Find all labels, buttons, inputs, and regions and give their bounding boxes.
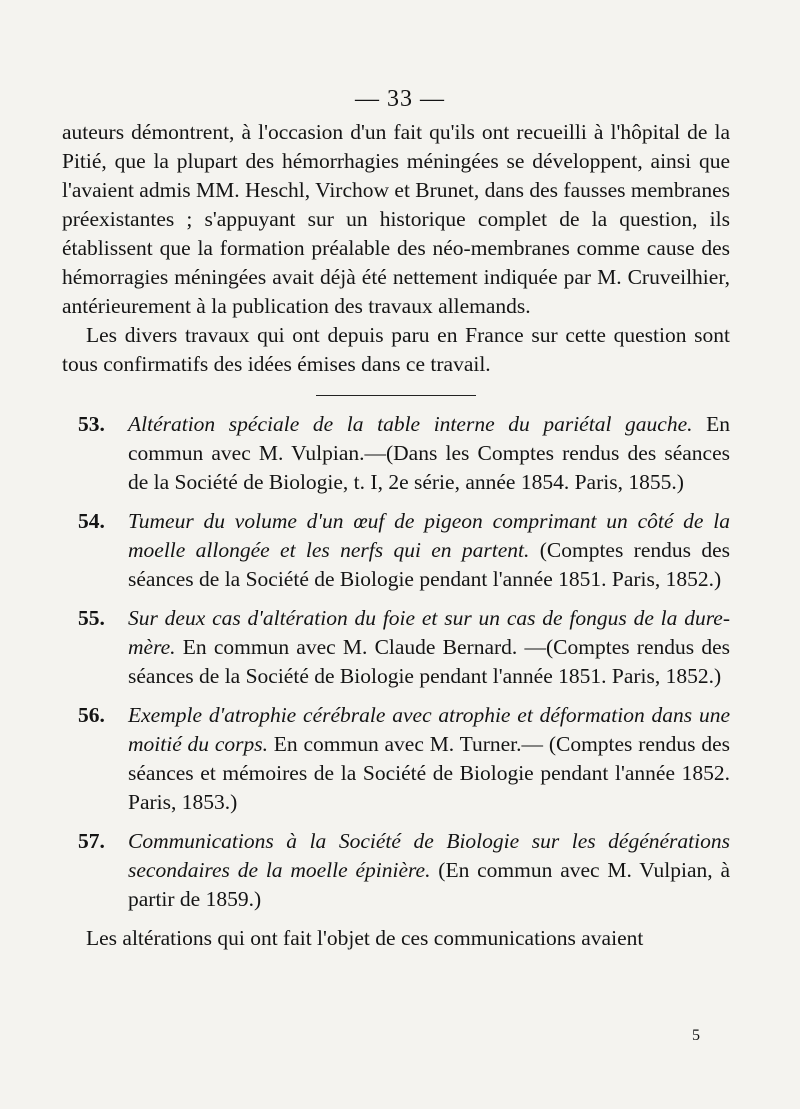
final-paragraph: Les altérations qui ont fait l'objet de ces communications avaient — [86, 926, 644, 950]
bibliography-entry — [62, 507, 730, 594]
entry-title: Exemple d'atrophie cérébrale avec atrophie et déformation dans une moitié du corps. — [128, 703, 730, 756]
entry-title: Communications à la Société de Biologie sur les dégénérations secondaires de la moelle épinière. — [128, 829, 730, 882]
bibliography-entry — [62, 701, 730, 817]
separator-rule — [316, 395, 476, 396]
intro-paragraph: auteurs démontrent, à l'occasion d'un fait qu'ils ont recueilli à l'hôpital de la Pitié, que la plupart des hémorrhagies méningées se développent, ainsi que l'avaient admis MM. Heschl, Virchow et Brunet, dans des fausses membranes préexistantes ; s'appuyant sur un historique complet de la question, ils établissent que la formation préalable des néo-membranes comme cause des hémorragies méningées avait déjà été nettement indiquée par M. Cruveilhier, antérieurement à la publication des travaux allemands. — [62, 120, 730, 318]
entry-details: (En commun avec M. Vulpian, à partir de 1859.) — [128, 858, 730, 911]
entry-details: En commun avec M. Claude Bernard. —(Comptes rendus des séances de la Société de Biologie pendant l'année 1851. Paris, 1852.) — [128, 635, 730, 688]
confirm-paragraph: Les divers travaux qui ont depuis paru en France sur cette question sont tous confirmatifs des idées émises dans ce travail. — [62, 323, 730, 376]
entry-title: Altération spéciale de la table interne du pariétal gauche. — [128, 412, 693, 436]
page-number: — 33 — — [355, 86, 445, 112]
entry-number: 57. — [78, 829, 105, 853]
body-text — [62, 118, 730, 953]
entry-number: 56. — [78, 703, 105, 727]
signature-mark: 5 — [692, 1027, 700, 1044]
entry-number: 53. — [78, 412, 105, 436]
entry-title: Sur deux cas d'altération du foie et sur un cas de fongus de la dure-mère. — [128, 606, 730, 659]
bibliography-entry — [62, 410, 730, 497]
bibliography-entry — [62, 827, 730, 914]
entry-details: En commun avec M. Vulpian.—(Dans les Comptes rendus des séances de la Société de Biologie, t. I, 2e série, année 1854. Paris, 1855.) — [128, 412, 730, 494]
bibliography-entry — [62, 604, 730, 691]
entry-number: 55. — [78, 606, 105, 630]
entry-details: (Comptes rendus des séances de la Société de Biologie pendant l'année 1851. Paris, 1852.) — [128, 538, 730, 591]
entry-number: 54. — [78, 509, 105, 533]
entry-details: En commun avec M. Turner.— (Comptes rendus des séances et mémoires de la Société de Biologie pendant l'année 1852. Paris, 1853.) — [128, 732, 730, 814]
entry-title: Tumeur du volume d'un œuf de pigeon comprimant un côté de la moelle allongée et les nerfs qui en partent. — [128, 509, 730, 562]
